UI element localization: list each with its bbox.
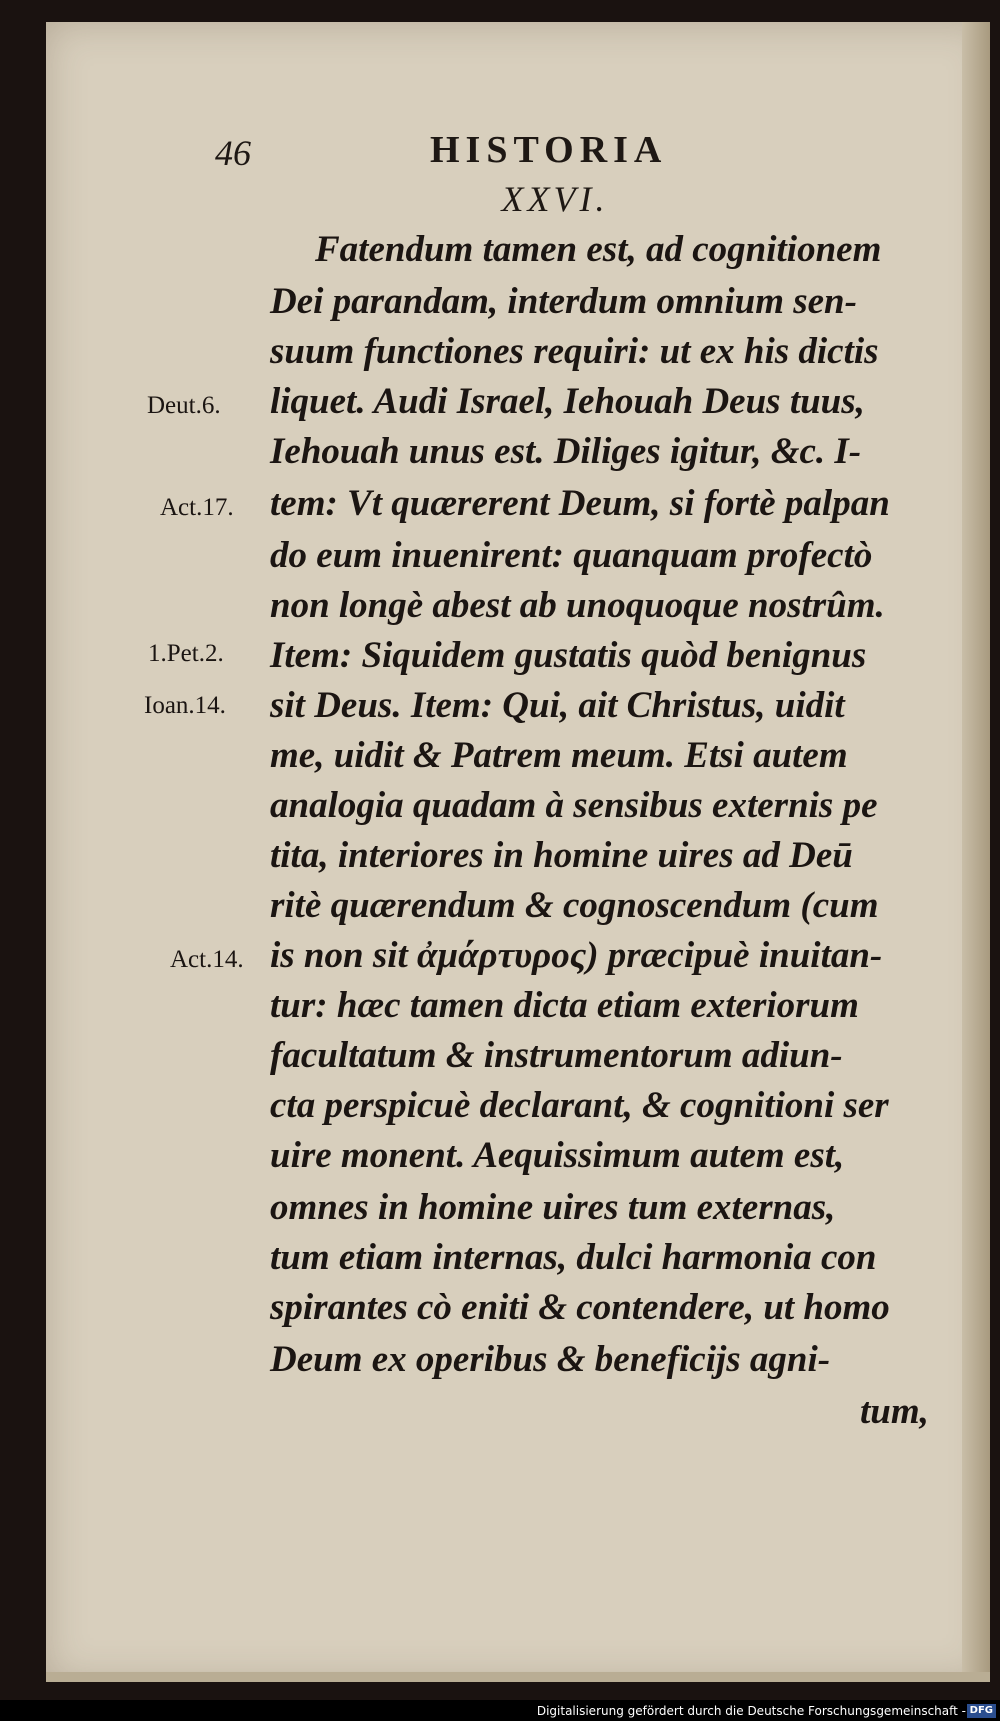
margin-note: Act.14. [170,946,244,973]
text-line: analogia quadam à sensibus externis pe [270,785,878,826]
text-line: Iehouah unus est. Diliges igitur, &c. I- [270,431,862,472]
digitization-credit: Digitalisierung gefördert durch die Deutsche Forschungsgemeinschaft - [536,1704,966,1718]
text-line: tita, interiores in homine uires ad Deū [270,835,853,876]
footer-bar [0,1700,1000,1721]
text-line: me, uidit & Patrem meum. Etsi autem [270,735,848,776]
text-line: sit Deus. Item: Qui, ait Christus, uidit [270,685,845,726]
dfg-logo: DFG [967,1704,996,1718]
text-line: is non sit ἀμάρτυρος) præcipuè inuitan- [270,935,883,976]
text-line: liquet. Audi Israel, Iehouah Deus tuus, [270,381,865,422]
chapter-heading: XXVI. [501,179,609,219]
text-line: suum functiones requiri: ut ex his dictis [270,331,879,372]
page-header [0,128,1000,178]
text-line: omnes in homine uires tum externas, [270,1187,836,1228]
text-line: tum, [860,1391,929,1432]
text-line: tur: hæc tamen dicta etiam exteriorum [270,985,859,1026]
text-line: spirantes cò eniti & contendere, ut homo [270,1287,890,1328]
margin-note: Deut.6. [147,392,221,419]
text-line: Item: Siquidem gustatis quòd benignus [270,635,867,676]
page-bottom-edge [46,1672,990,1682]
margin-note: Ioan.14. [144,692,226,719]
text-line: tem: Vt quærerent Deum, si fortè palpan [270,483,890,524]
page-edge [962,22,990,1682]
text-line: Fatendum tamen est, ad cognitionem [315,229,882,270]
text-line: non longè abest ab unoquoque nostrûm. [270,585,885,626]
text-line: ritè quærendum & cognoscendum (cum [270,885,879,926]
text-line: cta perspicuè declarant, & cognitioni ser [270,1085,889,1126]
text-line: Dei parandam, interdum omnium sen- [270,281,857,322]
text-line: Deum ex operibus & beneficijs agni- [270,1339,831,1380]
margin-note: Act.17. [160,494,234,521]
text-line: tum etiam internas, dulci harmonia con [270,1237,877,1278]
running-title: HISTORIA [430,129,668,171]
text-line: uire monent. Aequissimum autem est, [270,1135,845,1176]
text-line: do eum inuenirent: quanquam profectò [270,535,873,576]
text-line: facultatum & instrumentorum adiun- [270,1035,843,1076]
page-number: 46 [215,133,251,173]
margin-note: 1.Pet.2. [148,640,224,667]
